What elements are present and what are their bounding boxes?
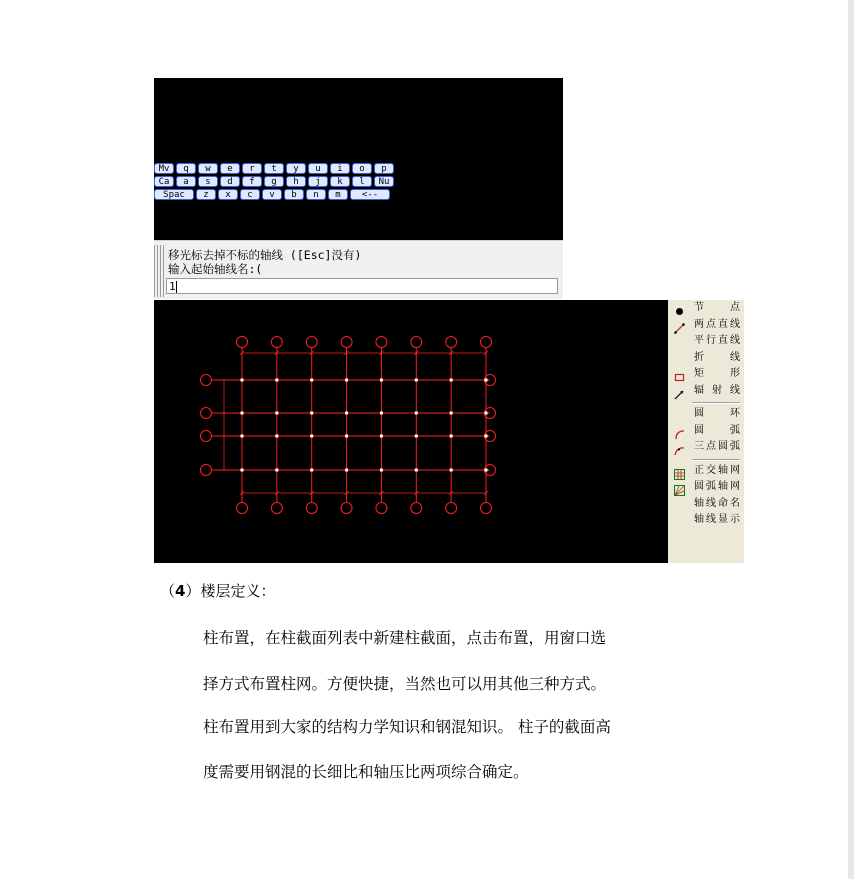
menu-item-label: 节 点 bbox=[694, 302, 740, 313]
key-1-1[interactable]: a bbox=[176, 176, 196, 187]
drawing-canvas[interactable] bbox=[154, 300, 668, 563]
heading-text: 楼层定义： bbox=[200, 582, 276, 600]
grid-node bbox=[415, 435, 418, 438]
axis-bubble-left bbox=[201, 375, 212, 386]
grid-node bbox=[241, 379, 244, 382]
axis-bubble-top bbox=[237, 337, 248, 348]
key-1-3[interactable]: d bbox=[220, 176, 240, 187]
menu-separator bbox=[692, 402, 740, 404]
key-2-8[interactable]: <-- bbox=[350, 189, 390, 200]
key-2-0[interactable]: Spac bbox=[154, 189, 194, 200]
grid-node bbox=[450, 412, 453, 415]
keyboard-row-2 bbox=[154, 176, 408, 188]
menu-item-2-1[interactable] bbox=[668, 479, 744, 494]
menu-item-0-4[interactable] bbox=[668, 366, 744, 381]
menu-item-label: 轴线命名 bbox=[694, 497, 740, 509]
axis-bubble-bottom bbox=[446, 503, 457, 514]
key-0-5[interactable]: t bbox=[264, 163, 284, 174]
axis-bubble-bottom bbox=[306, 503, 317, 514]
keyboard-row-3 bbox=[154, 189, 408, 201]
menu-item-0-3[interactable] bbox=[668, 350, 744, 365]
key-1-0[interactable]: Ca bbox=[154, 176, 174, 187]
menu-item-2-3[interactable] bbox=[668, 512, 744, 527]
key-0-8[interactable]: i bbox=[330, 163, 350, 174]
heading-close-paren: ） bbox=[185, 582, 201, 600]
rectangle-icon bbox=[674, 368, 685, 379]
key-2-7[interactable]: m bbox=[328, 189, 348, 200]
key-2-6[interactable]: n bbox=[306, 189, 326, 200]
axis-bubble-top bbox=[411, 337, 422, 348]
menu-item-label: 三点圆弧 bbox=[694, 441, 740, 452]
node-dot-icon bbox=[674, 302, 685, 313]
key-2-3[interactable]: c bbox=[240, 189, 260, 200]
grid-node bbox=[415, 379, 418, 382]
grid-node bbox=[310, 469, 313, 472]
menu-item-label: 两点直线 bbox=[694, 318, 740, 330]
axis-bubble-bottom bbox=[376, 503, 387, 514]
paragraph-line-1: 柱布置，在柱截面列表中新建柱截面，点击布置，用窗口选 bbox=[203, 629, 607, 647]
grid-node bbox=[241, 469, 244, 472]
command-window bbox=[154, 240, 563, 299]
key-1-10[interactable]: Nu bbox=[374, 176, 394, 187]
key-1-8[interactable]: k bbox=[330, 176, 350, 187]
orthogonal-grid-icon bbox=[674, 465, 685, 476]
menu-item-label: 正交轴网 bbox=[694, 464, 740, 476]
two-point-line-icon bbox=[674, 319, 685, 330]
key-0-4[interactable]: r bbox=[242, 163, 262, 174]
key-0-1[interactable]: q bbox=[176, 163, 196, 174]
key-2-5[interactable]: b bbox=[284, 189, 304, 200]
grid-node bbox=[380, 469, 383, 472]
side-menu bbox=[668, 300, 744, 563]
key-0-3[interactable]: e bbox=[220, 163, 240, 174]
key-2-4[interactable]: v bbox=[262, 189, 282, 200]
menu-item-0-2[interactable] bbox=[668, 333, 744, 348]
grid-node bbox=[380, 412, 383, 415]
grid-node bbox=[241, 435, 244, 438]
menu-item-2-0[interactable] bbox=[668, 463, 744, 478]
heading-number: 4 bbox=[175, 582, 186, 600]
axis-bubble-top bbox=[446, 337, 457, 348]
grid-node bbox=[450, 435, 453, 438]
key-1-2[interactable]: s bbox=[198, 176, 218, 187]
menu-item-2-2[interactable] bbox=[668, 496, 744, 511]
command-input[interactable] bbox=[166, 278, 558, 294]
cad-top-viewport[interactable] bbox=[154, 78, 563, 240]
grid-node bbox=[345, 379, 348, 382]
axis-bubble-left bbox=[201, 408, 212, 419]
grid-node bbox=[380, 379, 383, 382]
grid-node bbox=[415, 469, 418, 472]
grid-node bbox=[485, 412, 488, 415]
menu-item-label: 圆 弧 bbox=[694, 424, 740, 436]
paragraph-line-2: 择方式布置柱网。方便快捷，当然也可以用其他三种方式。 bbox=[203, 675, 607, 693]
grid-node bbox=[450, 379, 453, 382]
axis-bubble-bottom bbox=[341, 503, 352, 514]
command-prompt-line-1: 移光标去掉不标的轴线 ([Esc]没有) bbox=[168, 248, 362, 262]
command-input-value: 1 bbox=[169, 280, 176, 293]
command-window-grip[interactable] bbox=[154, 245, 164, 297]
grid-node bbox=[275, 435, 278, 438]
arc-icon bbox=[674, 425, 685, 436]
key-0-2[interactable]: w bbox=[198, 163, 218, 174]
axis-bubble-top bbox=[376, 337, 387, 348]
axis-bubble-bottom bbox=[481, 503, 492, 514]
grid-node bbox=[345, 435, 348, 438]
radial-line-icon bbox=[674, 385, 685, 396]
axis-bubble-left bbox=[201, 431, 212, 442]
menu-item-label: 折 线 bbox=[694, 351, 740, 363]
grid-node bbox=[485, 469, 488, 472]
keyboard-row-1 bbox=[154, 163, 408, 175]
grid-node bbox=[485, 435, 488, 438]
key-0-10[interactable]: p bbox=[374, 163, 394, 174]
key-0-6[interactable]: y bbox=[286, 163, 306, 174]
grid-node bbox=[310, 379, 313, 382]
axis-bubble-bottom bbox=[411, 503, 422, 514]
grid-node bbox=[310, 435, 313, 438]
axis-grid-drawing bbox=[154, 300, 668, 563]
key-1-5[interactable]: g bbox=[264, 176, 284, 187]
arc-grid-icon bbox=[674, 481, 685, 492]
paragraph-line-3: 柱布置用到大家的结构力学知识和钢混知识。 柱子的截面高 bbox=[203, 718, 611, 736]
menu-item-label: 圆弧轴网 bbox=[694, 481, 740, 492]
grid-node bbox=[345, 469, 348, 472]
menu-item-label: 轴线显示 bbox=[694, 514, 740, 525]
key-0-0[interactable]: Mv bbox=[154, 163, 174, 174]
key-0-9[interactable]: o bbox=[352, 163, 372, 174]
key-2-1[interactable]: z bbox=[196, 189, 216, 200]
axis-bubble-left bbox=[201, 465, 212, 476]
grid-node bbox=[450, 469, 453, 472]
menu-item-0-1[interactable] bbox=[668, 317, 744, 332]
key-2-2[interactable]: x bbox=[218, 189, 238, 200]
menu-item-label: 圆 环 bbox=[694, 408, 740, 419]
grid-node bbox=[275, 469, 278, 472]
grid-node bbox=[275, 412, 278, 415]
key-1-9[interactable]: l bbox=[352, 176, 372, 187]
axis-bubble-top bbox=[341, 337, 352, 348]
three-point-arc-icon bbox=[674, 441, 685, 452]
text-cursor bbox=[176, 281, 177, 293]
grid-node bbox=[310, 412, 313, 415]
grid-node bbox=[345, 412, 348, 415]
menu-item-0-0[interactable] bbox=[668, 300, 744, 315]
on-screen-keyboard bbox=[154, 163, 408, 202]
menu-item-label: 辐 射 线 bbox=[694, 384, 740, 396]
axis-bubble-bottom bbox=[237, 503, 248, 514]
key-1-6[interactable]: h bbox=[286, 176, 306, 187]
command-prompt-line-2: 输入起始轴线名:( bbox=[168, 262, 263, 276]
menu-item-1-1[interactable] bbox=[668, 423, 744, 438]
axis-bubble-top bbox=[271, 337, 282, 348]
menu-item-label: 矩 形 bbox=[694, 368, 740, 379]
paragraph-line-4: 度需要用钢混的长细比和轴压比两项综合确定。 bbox=[203, 763, 529, 781]
grid-node bbox=[380, 435, 383, 438]
heading-open-paren: （ bbox=[160, 582, 176, 600]
menu-separator bbox=[692, 459, 740, 461]
grid-node bbox=[275, 379, 278, 382]
menu-item-1-2[interactable] bbox=[668, 439, 744, 454]
grid-node bbox=[485, 379, 488, 382]
axis-bubble-top bbox=[306, 337, 317, 348]
menu-item-0-5[interactable] bbox=[668, 383, 744, 398]
grid-node bbox=[415, 412, 418, 415]
grid-node bbox=[241, 412, 244, 415]
key-0-7[interactable]: u bbox=[308, 163, 328, 174]
axis-bubble-top bbox=[481, 337, 492, 348]
axis-bubble-bottom bbox=[271, 503, 282, 514]
menu-item-label: 平行直线 bbox=[694, 335, 740, 346]
section-heading bbox=[160, 580, 275, 601]
key-1-7[interactable]: j bbox=[308, 176, 328, 187]
key-1-4[interactable]: f bbox=[242, 176, 262, 187]
menu-item-1-0[interactable] bbox=[668, 406, 744, 421]
page-edge bbox=[848, 0, 854, 879]
